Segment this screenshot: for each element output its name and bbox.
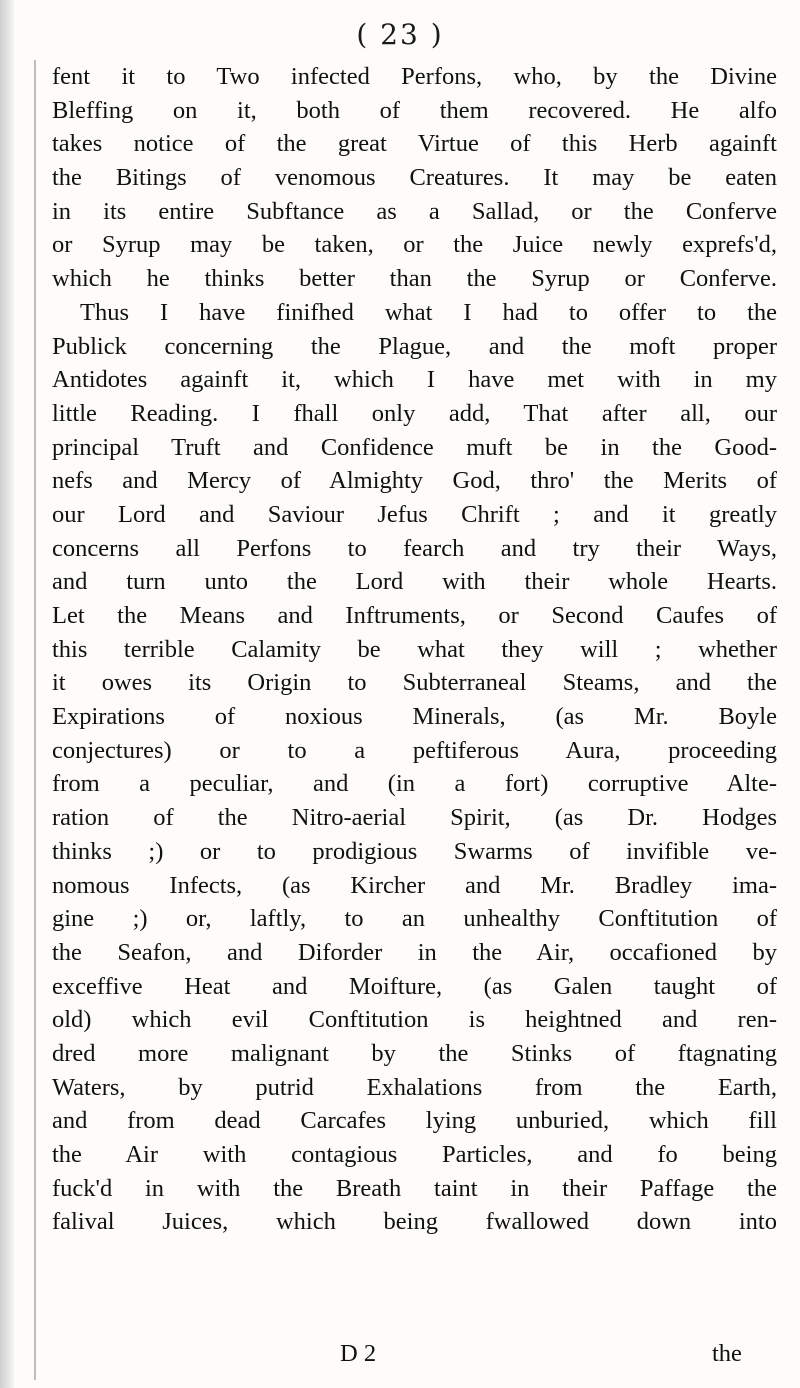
gutter-line bbox=[34, 60, 36, 1380]
text-line: principal Truft and Confidence muft be in the Good- bbox=[52, 433, 777, 461]
text-line: little Reading. I fhall only add, That after all, our bbox=[52, 399, 777, 427]
text-line: fent it to Two infected Perfons, who, by the Divine bbox=[52, 63, 777, 90]
body-text bbox=[52, 60, 777, 1239]
text-line: thinks ;) or to prodigious Swarms of invifible ve- bbox=[52, 837, 777, 865]
text-line: conjectures) or to a peftiferous Aura, proceeding bbox=[52, 736, 777, 764]
text-line: and turn unto the Lord with their whole Hearts. bbox=[52, 568, 777, 596]
text-line: Let the Means and Inftruments, or Second Caufes of bbox=[52, 602, 777, 629]
text-line: falival Juices, which being fwallowed down into bbox=[52, 1208, 777, 1236]
text-line: the Bitings of venomous Creatures. It may be eaten bbox=[52, 164, 777, 192]
text-line: old) which evil Conftitution is heightned and ren- bbox=[52, 1006, 777, 1034]
text-line: gine ;) or, laftly, to an unhealthy Conftitution of bbox=[52, 905, 777, 933]
text-line: takes notice of the great Virtue of this Herb againft bbox=[52, 130, 777, 158]
page-number: ( 23 ) bbox=[356, 18, 444, 51]
text-line: Thus I have finifhed what I had to offer to the bbox=[80, 298, 777, 326]
text-line: Bleffing on it, both of them recovered. He alfo bbox=[52, 96, 777, 124]
text-line: fuck'd in with the Breath taint in their Paffage the bbox=[52, 1174, 777, 1202]
text-line: from a peculiar, and (in a fort) corruptive Alte- bbox=[52, 770, 777, 798]
catchword: the bbox=[712, 1340, 742, 1367]
text-line: exceffive Heat and Moifture, (as Galen taught of bbox=[52, 972, 777, 1000]
text-line: Expirations of noxious Minerals, (as Mr. Boyle bbox=[52, 703, 777, 731]
text-line: the Air with contagious Particles, and fo being bbox=[52, 1141, 777, 1168]
text-line: and from dead Carcafes lying unburied, which fill bbox=[52, 1107, 777, 1135]
text-line: it owes its Origin to Subterraneal Steams, and the bbox=[52, 669, 777, 697]
text-line: concerns all Perfons to fearch and try their Ways, bbox=[52, 534, 777, 562]
page-binding-shadow bbox=[0, 0, 14, 1388]
text-line: this terrible Calamity be what they will ; whether bbox=[52, 635, 777, 663]
text-line: Publick concerning the Plague, and the moft proper bbox=[52, 332, 777, 360]
text-line: or Syrup may be taken, or the Juice newly exprefs'd, bbox=[52, 231, 777, 259]
text-line: the Seafon, and Diforder in the Air, occafioned by bbox=[52, 938, 777, 966]
text-line: Antidotes againft it, which I have met with in my bbox=[52, 366, 777, 394]
text-line: dred more malignant by the Stinks of ftagnating bbox=[52, 1039, 777, 1067]
text-line: ration of the Nitro-aerial Spirit, (as Dr. Hodges bbox=[52, 804, 777, 832]
text-line: nomous Infects, (as Kircher and Mr. Bradley ima- bbox=[52, 871, 777, 899]
text-line: our Lord and Saviour Jefus Chrift ; and it greatly bbox=[52, 500, 777, 528]
signature-mark: D 2 bbox=[340, 1340, 377, 1367]
text-line: in its entire Subftance as a Sallad, or the Conferve bbox=[52, 197, 777, 225]
text-line: which he thinks better than the Syrup or Conferve. bbox=[52, 265, 777, 293]
text-line: Waters, by putrid Exhalations from the Earth, bbox=[52, 1073, 777, 1101]
text-line: nefs and Mercy of Almighty God, thro' the Merits of bbox=[52, 467, 777, 495]
